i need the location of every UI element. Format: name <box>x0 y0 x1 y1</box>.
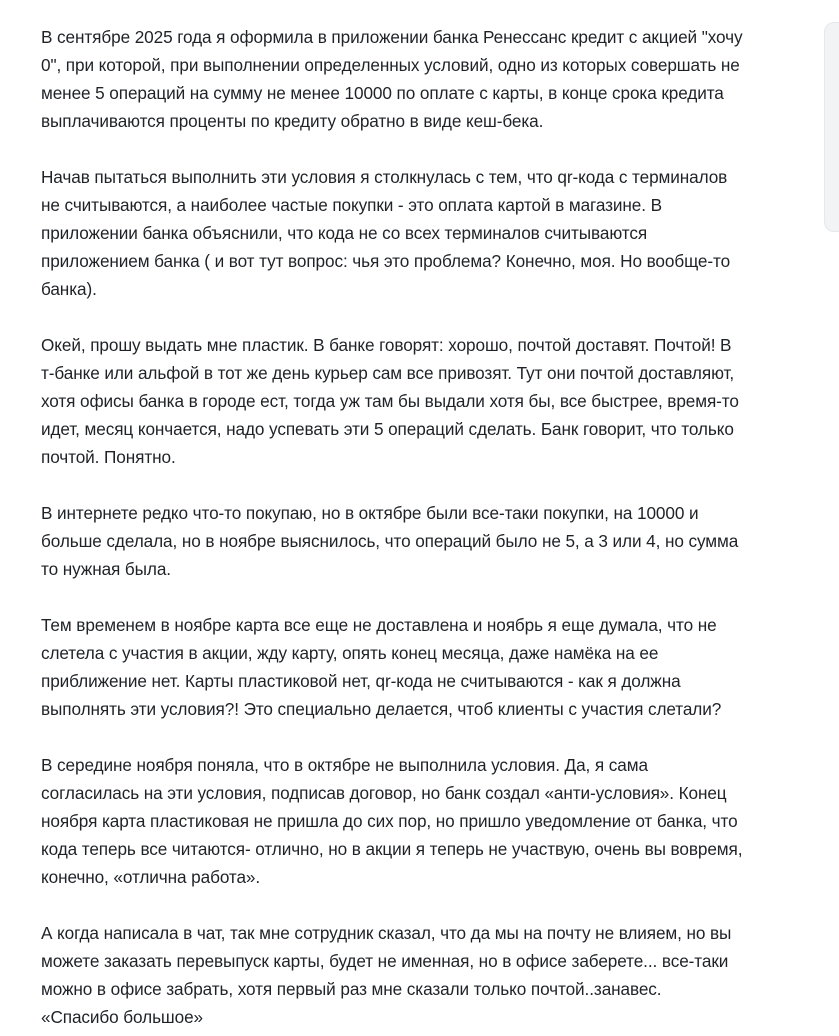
review-paragraph-5: Тем временем в ноябре карта все еще не доставлена и ноябрь я еще думала, что не слетела с участия в акции, жду карту, опять конец месяца, даже намёка на ее приближение нет. Карты пластиковой нет, qr-кода не считываются - как я должна выполнять эти условия?! Это специально делается, чтоб клиенты с участия слетали? <box>41 615 722 719</box>
review-paragraph-6: В середине ноября поняла, что в октябре не выполнила условия. Да, я сама согласилась на эти условия, подписав договор, но банк создал «анти-условия». Конец ноября карта пластиковая не пришла до сих пор, но пришло уведомление от банка, что кода теперь все читаются- отлично, но в акции я теперь не участвую, очень вы вовремя, конечно, «отлична работа». <box>41 755 743 887</box>
review-paragraph-7: А когда написала в чат, так мне сотрудник сказал, что да мы на почту не влияем, но вы можете заказать перевыпуск карты, будет не именная, но в офисе заберете... все-таки можно в офисе забрать, хотя первый раз мне сказали только почтой..занавес. «Спасибо большое» <box>41 923 732 1027</box>
review-text <box>41 23 801 1031</box>
review-paragraph-3: Окей, прошу выдать мне пластик. В банке говорят: хорошо, почтой доставят. Почтой! В т-банке или альфой в тот же день курьер сам все привозят. Тут они почтой доставляют, хотя офисы банка в городе ест, тогда уж там бы выдали хотя бы, все быстрее, время-то идет, месяц кончается, надо успевать эти 5 операций сделать. Банк говорит, что только почтой. Понятно. <box>41 335 739 467</box>
review-paragraph-4: В интернете редко что-то покупаю, но в октябре были все-таки покупки, на 10000 и больше сделала, но в ноябре выяснилось, что операций было не 5, а 3 или 4, но сумма то нужная была. <box>41 503 739 579</box>
review-paragraph-2: Начав пытаться выполнить эти условия я столкнулась с тем, что qr-кода с терминалов не считываются, а наиболее частые покупки - это оплата картой в магазине. В приложении банка объяснили, что кода не со всех терминалов считываются приложением банка ( и вот тут вопрос: чья это проблема? Конечно, моя. Но вообще-то банка). <box>41 167 731 299</box>
review-paragraph-1: В сентябре 2025 года я оформила в приложении банка Ренессанс кредит с акцией "хочу 0", при которой, при выполнении определенных условий, одно из которых совершать не менее 5 операций на сумму не менее 10000 по оплате с карты, в конце срока кредита выплачиваются проценты по кредиту обратно в виде кеш-бека. <box>41 27 743 131</box>
side-panel <box>824 22 839 232</box>
